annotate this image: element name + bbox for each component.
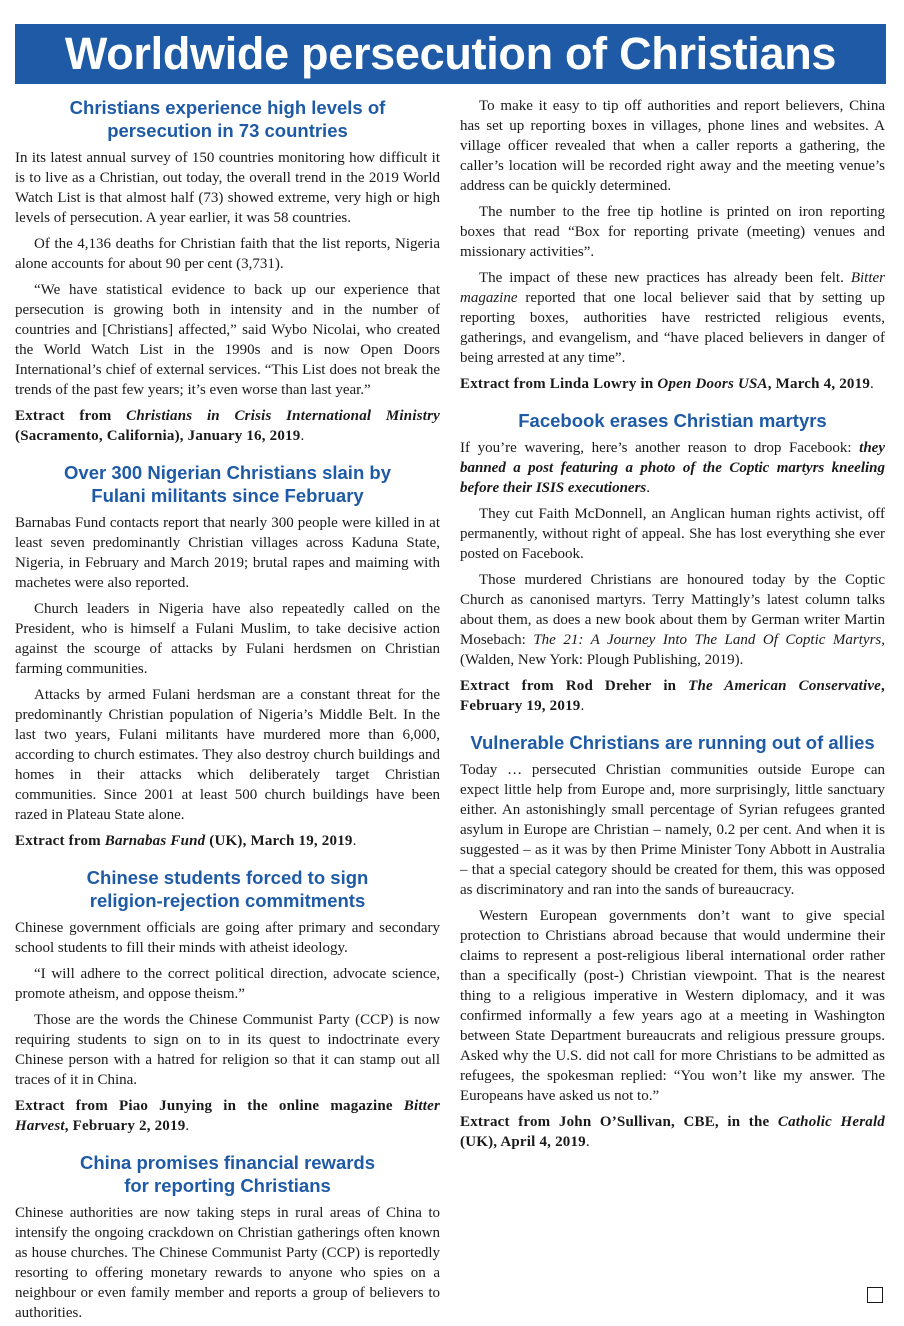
book-title: The 21: A Journey Into The Land Of Coptic Martyrs — [533, 632, 882, 648]
source-prefix: Extract from Rod Dreher in — [460, 678, 689, 694]
article-source — [15, 1096, 440, 1136]
article-headline — [15, 1151, 440, 1197]
article-paragraph: They cut Faith McDonnell, an Anglican human rights activist, off permanently, without right of appeal. She has lost everything she ever posted on Facebook. — [460, 506, 885, 562]
headline-line-2: for reporting Christians — [124, 1175, 331, 1196]
article-nigerian-christians-slain — [15, 461, 440, 851]
article-source — [460, 374, 885, 394]
paragraph-text: If you’re wavering, here’s another reason to drop Facebook: — [460, 440, 860, 456]
article-persecution-73-countries — [15, 96, 440, 446]
headline-line-1: Over 300 Nigerian Christians slain by — [64, 462, 391, 483]
paragraph-text: Those murdered Christians are honoured today by the Coptic Church as canonised martyrs. Terry Mattingly’s latest column talks about them, as does a new book about them by German writer Martin Mosebach: — [460, 572, 885, 648]
source-prefix: Extract from — [15, 408, 127, 424]
article-paragraph: To make it easy to tip off authorities and report believers, China has set up reporting boxes in villages, phone lines and websites. A village officer revealed that when a caller reports a gathering, the caller’s location will be recorded right away and the meeting venue’s address can be quickly determined. — [460, 98, 885, 194]
source-publication: Barnabas Fund — [104, 833, 206, 849]
headline-line-1: Chinese students forced to sign — [86, 867, 369, 888]
emphasized-text: they banned a post featuring a photo of the Coptic martyrs kneeling before their ISIS executioners — [460, 440, 885, 496]
left-column — [15, 96, 440, 1323]
headline-line-1: China promises financial rewards — [79, 1152, 376, 1173]
article-headline — [15, 461, 440, 507]
headline-line-2: Fulani militants since February — [91, 485, 364, 506]
article-paragraph — [460, 438, 885, 498]
article-paragraph: Chinese government officials are going after primary and secondary school students to fill their minds with atheist ideology. — [15, 920, 440, 956]
article-source — [15, 406, 440, 446]
source-prefix: Extract from Linda Lowry in — [460, 376, 658, 392]
source-end: . — [352, 833, 357, 849]
article-paragraph — [460, 570, 885, 670]
paragraph-text: , (Walden, New York: Plough Publishing, 2019). — [460, 632, 885, 668]
article-vulnerable-christians — [460, 731, 885, 1152]
headline-line-2: persecution in 73 countries — [107, 120, 348, 141]
right-column — [460, 96, 885, 1167]
article-paragraph: Western European governments don’t want to give special protection to Christians abroad because that would undermine their claims to represent a post-religious liberal international order rather than a specifically (post-) Christian viewpoint. That is the nearest thing to a religious imperative in Western diplomacy, and it was confirmed informally a few years ago at a meeting in Washington between State Department bureaucrats and religious pressure groups. Asked why the U.S. did not call for more Christians to be admitted as refugees, the spokesman replied: “You won’t like my answer. The Europeans have asked us not to.” — [460, 908, 885, 1104]
article-source — [460, 1112, 885, 1152]
source-publication: Bitter Harvest — [15, 1098, 440, 1134]
article-facebook-martyrs — [460, 409, 885, 716]
source-details: (Sacramento, California), January 16, 2019 — [15, 428, 301, 444]
paragraph-text: The impact of these new practices has already been felt. — [479, 270, 851, 286]
article-china-rewards-continued — [460, 96, 885, 394]
headline-line-1: Christians experience high levels of — [69, 97, 386, 118]
article-paragraph: “I will adhere to the correct political direction, advocate science, promote atheism, and oppose theism.” — [15, 966, 440, 1002]
source-prefix: Extract from Piao Junying in the online magazine — [15, 1098, 404, 1114]
source-details: , March 4, 2019 — [767, 376, 871, 392]
article-paragraph: Church leaders in Nigeria have also repeatedly called on the President, who is himself a Fulani Muslim, to take decisive action against the scourge of attacks by Fulani herdsmen on Christian farming communities. — [15, 601, 440, 677]
source-prefix: Extract from — [15, 833, 105, 849]
article-china-rewards — [15, 1151, 440, 1323]
paragraph-text: . — [646, 480, 651, 496]
article-source — [15, 831, 440, 851]
article-chinese-students — [15, 866, 440, 1136]
headline-line-1: Vulnerable Christians are running out of allies — [470, 732, 875, 753]
article-paragraph: Barnabas Fund contacts report that nearly 300 people were killed in at least seven predominantly Christian villages across Kaduna State, Nigeria, in February and March 2019; brutal rapes and maiming with machetes were also reported. — [15, 515, 440, 591]
paragraph-text: reported that one local believer said that by setting up reporting boxes, authorities have restricted religious events, gatherings, and evangelism, and “have placed believers in danger of being arrested at any time”. — [460, 290, 885, 366]
source-publication: Christians in Crisis International Ministry — [126, 408, 440, 424]
source-end: . — [585, 1134, 590, 1150]
article-paragraph — [460, 268, 885, 368]
source-publication: Catholic Herald — [777, 1114, 886, 1130]
end-of-article-box — [867, 1287, 883, 1303]
article-headline — [15, 866, 440, 912]
article-headline — [460, 409, 885, 432]
article-paragraph: Attacks by armed Fulani herdsman are a constant threat for the predominantly Christian population of Nigeria’s Middle Belt. In the last two years, Fulani militants have murdered more than 6,000, according to church estimates. They also destroy church buildings and homes in their attacks which deliberately target Christian communities. Since 2001 at least 500 church buildings have been razed in Plateau State alone. — [15, 687, 440, 823]
source-prefix: Extract from John O’Sullivan, CBE, in the — [460, 1114, 778, 1130]
article-headline — [460, 731, 885, 754]
source-end: . — [185, 1118, 190, 1134]
source-end: . — [870, 376, 874, 392]
article-paragraph: Today … persecuted Christian communities outside Europe can expect little help from Europe and, more surprisingly, little sanctuary either. An astonishingly small percentage of Syrian refugees granted asylum in Europe are Christian – namely, 0.2 per cent. And when it is suggested – as it was by then Prime Minister Tony Abbott in Australia – that a special category should be created for them, this was opposed as discriminatory and ran into the sands of bureaucracy. — [460, 762, 885, 898]
article-paragraph: In its latest annual survey of 150 countries monitoring how difficult it is to live as a Christian, out today, the overall trend in the 2019 World Watch List is that almost half (73) showed extreme, very high or high levels of persecution. A year earlier, it was 58 countries. — [15, 150, 440, 226]
headline-line-2: religion-rejection commitments — [89, 890, 366, 911]
page-title: Worldwide persecution of Christians — [15, 24, 886, 84]
article-paragraph: Chinese authorities are now taking steps in rural areas of China to intensify the ongoing crackdown on Christian gatherings often known as house churches. The Chinese Communist Party (CCP) is reportedly resorting to offering monetary rewards to anyone who spies on a neighbour or even family member and reports a group of believers to authorities. — [15, 1205, 440, 1321]
source-details: (UK), March 19, 2019 — [205, 833, 353, 849]
source-publication: The American Conservative — [688, 678, 882, 694]
article-paragraph: “We have statistical evidence to back up our experience that persecution is growing both in intensity and in the number of countries and [Christians] affected,” said Wybo Nicolai, who created the World Watch List in the 1990s and is now Open Doors International’s chief of external services. “This List does not break the trends of the past few years; it’s even worse than last year.” — [15, 282, 440, 398]
source-details: (UK), April 4, 2019 — [460, 1134, 586, 1150]
article-paragraph: Those are the words the Chinese Communist Party (CCP) is now requiring students to sign on to in its quest to indoctrinate every Chinese person with a hatred for religion so that it can stamp out all traces of it in China. — [15, 1012, 440, 1088]
article-headline — [15, 96, 440, 142]
article-source — [460, 676, 885, 716]
article-paragraph: The number to the free tip hotline is printed on iron reporting boxes that read “Box for reporting private (meeting) venues and missionary activities”. — [460, 204, 885, 260]
source-publication: Open Doors USA — [657, 376, 768, 392]
publication-name: Bitter magazine — [460, 270, 885, 306]
headline-line-1: Facebook erases Christian martyrs — [518, 410, 827, 431]
source-end: . — [580, 698, 585, 714]
article-paragraph: Of the 4,136 deaths for Christian faith that the list reports, Nigeria alone accounts for about 90 per cent (3,731). — [15, 236, 440, 272]
source-end: . — [300, 428, 305, 444]
source-details: , February 2, 2019 — [64, 1118, 186, 1134]
source-details: , February 19, 2019 — [460, 678, 885, 714]
